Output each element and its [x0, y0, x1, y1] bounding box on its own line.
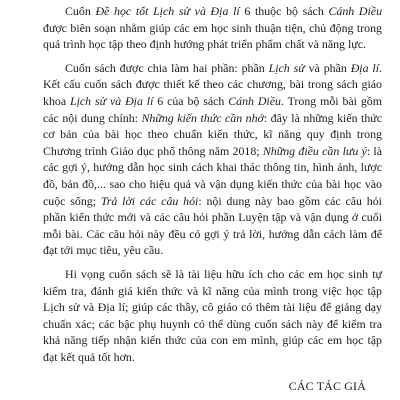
text-run: Cuốn sách được chia làm hai phần: phần — [65, 60, 269, 75]
text-run: 6 của bộ sách — [153, 93, 229, 108]
italic-text-run: Lịch sử — [268, 60, 305, 75]
italic-text-run: Đề học tốt Lịch sử và Địa lí — [95, 4, 240, 18]
text-run: được biên soạn nhằm giúp các em học sinh thuận tiện, chủ động trong quá trình học tập theo định hướng phát triển phẩm chất và năng lực. — [43, 20, 382, 52]
italic-text-run: Cánh Diều — [328, 4, 383, 18]
text-run: . Trong mỗi bài gồm các nội dung chính: — [43, 93, 382, 125]
text-run: Cuốn — [65, 4, 96, 18]
text-run: : là các gợi ý, hướng dẫn học sinh cách khai thác thông tin, hình ảnh, lược đồ, bản đồ,... sao cho hiệu quả và vận dụng kiến thức của bài học vào cuộc sống; — [43, 143, 383, 208]
text-run: Hi vọng cuốn sách sẽ là tài liệu hữu ích cho các em học sinh tự kiểm tra, đánh giá kiến thức và kĩ năng của mình trong việc học tập Lịch sử và Địa lí; giúp các thầy, cô giáo có thêm tài liệu để giảng dạy chuẩn xác; các bậc phụ huynh có thể dùng cuốn sách này để kiểm tra khả năng tiếp nhận kiến thức của con em mình, giúp các em học tập đạt kết quả tốt hơn. — [43, 266, 382, 364]
paragraph-intro — [43, 3, 382, 53]
paragraph-purpose — [43, 266, 382, 366]
text-run: : đây là những kiến thức cơ bản của bài học theo chuẩn kiến thức, kĩ năng quy định trong Chương trình Giáo dục phổ thông năm 2018; — [43, 110, 383, 158]
italic-text-run: Những kiến thức cần nhớ — [141, 110, 264, 125]
italic-text-run: Cánh Diều — [228, 93, 281, 108]
text-run: . Kết cấu cuốn sách được thiết kế theo các chương, bài trong sách giáo khoa — [43, 60, 383, 108]
italic-text-run: Những điều cần lưu ý — [262, 143, 367, 158]
italic-text-run: Lịch sử và Địa lí — [69, 93, 154, 108]
text-run: 6 thuộc bộ sách — [239, 4, 329, 18]
authors-signature: CÁC TÁC GIẢ — [288, 379, 366, 394]
text-run: và phần — [304, 60, 351, 75]
paragraph-structure — [43, 60, 382, 259]
text-run: : nội dung này bao gồm các câu hỏi phần kiến thức mới và các câu hỏi phần Luyện tập và vận dụng ở cuối mỗi bài. Các câu hỏi này đều có gợi ý trả lời, hướng dẫn cách làm để đạt tới mục tiêu, yêu cầu. — [43, 193, 382, 258]
italic-text-run: Trả lời các câu hỏi — [100, 193, 199, 208]
italic-text-run: Địa lí — [350, 60, 380, 75]
